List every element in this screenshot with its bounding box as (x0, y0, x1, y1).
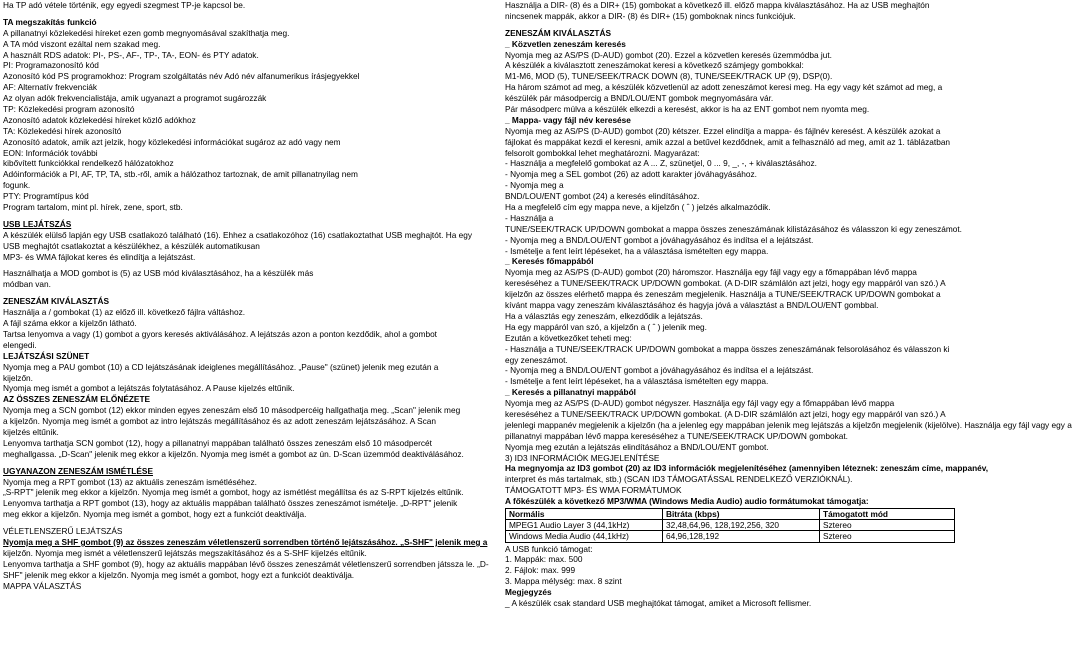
text-line: Ha a választás egy zeneszám, elkezdődik a lejátszás. (505, 310, 703, 321)
text-line: TA: Közlekedési hírek azonosító (3, 125, 122, 136)
text-line: TUNE/SEEK/TRACK UP/DOWN gombokat a mappa összes zeneszámának kilistázásához és válasszon ki egy zeneszámot. (505, 223, 962, 234)
text-line: Nyomja meg az AS/PS (D-AUD) gombot (20) háromszor. Használja egy fájl vagy egy a főmappában lévő mappa (505, 267, 917, 278)
text-line: kívánt mappa vagy zeneszám kiválasztásához és hagyja jóvá a választást a BND/LOU/ENT gombbal. (505, 300, 879, 311)
text-line: _ Mappa- vagy fájl név keresése (505, 114, 631, 125)
table-cell: MPEG1 Audio Layer 3 (44,1kHz) (506, 520, 663, 531)
text-line: nincsenek mappák, akkor a DIR- (8) és DIR+ (15) gomboknak nincs funkciójuk. (505, 10, 796, 21)
text-line: meg ekkor a kijelzőn. Nyomja meg ismét a gombot, hogy ezt a funkciót deaktiválja. (3, 509, 307, 520)
text-line: VÉLETLENSZERŰ LEJÁTSZÁS (3, 526, 123, 537)
text-line: PTY: Programtípus kód (3, 191, 89, 202)
text-line: MAPPA VÁLASZTÁS (3, 580, 82, 591)
text-line: Ha megnyomja az ID3 gombot (20) az ID3 információk megjelenítéséhez (amennyiben léteznek: zeneszám címe, mappanév, (505, 463, 989, 474)
text-line: kijelzőn. Nyomja meg ismét a véletlenszerű lejátszás megszakításához és a S-SHF kijelzés eltűnik. (3, 547, 367, 558)
text-line: felsorolt gombokkal lehet meghatározni. Magyarázat: (505, 147, 700, 158)
text-line: Adóinformációk a PI, AF, TP, TA, stb.-ről, amik a hálózathoz tartoznak, de amit pillanatnyilag nem (3, 169, 358, 180)
text-line: Tartsa lenyomva a vagy (1) gombot a gyors keresés aktiválásához. A lejátszás azon a ponton kezdődik, ahol a gombot (3, 328, 437, 339)
format-table (505, 508, 955, 543)
text-line: Azonosító adatok közlekedési híreket közlő adókhoz (3, 114, 196, 125)
text-line: Nyomja meg a SHF gombot (9) az összes zeneszám véletlenszerű sorrendben történő lejátszásához. „S-SHF" jelenik meg a (3, 536, 488, 547)
text-line: Nyomja meg a SCN gombot (12) ekkor minden egyes zeneszám első 10 másodpercéig hallgathatja meg. „Scan" jelenik meg (3, 405, 461, 416)
text-line: Nyomja meg az AS/PS (D-AUD) gombot négyszer. Használja egy fájl vagy egy a főmappában lévő mappa (505, 398, 895, 409)
text-line: pillanatnyi mappában lévő mappa kereséséhez a TUNE/SEEK/TRACK UP/DOWN gombokat. (505, 430, 848, 441)
text-line: fogunk. (3, 180, 31, 191)
text-line: USB meghajtót csatlakoztat a készülékhez, a készülék automatikusan (3, 240, 260, 251)
text-line: Lenyomva tarthatja a RPT gombot (13), hogy az aktuális mappában található összes zeneszámot ismételje. „D-RPT" jelenik (3, 498, 458, 509)
right-column (505, 0, 1072, 609)
text-line: Ha TP adó vétele történik, egy egyedi szegmest TP-je kapcsol be. (3, 0, 246, 10)
text-line: A fájl száma ekkor a kijelzőn látható. (3, 318, 137, 329)
text-line: BND/LOU/ENT gombot (24) a keresés elindításához. (505, 191, 700, 202)
format-table-header (506, 508, 955, 519)
text-line: kijelzőn az összes elérhető mappa és zeneszám megjelenik. Használja a TUNE/SEEK/TRACK UP/DOWN gombokat a (505, 289, 941, 300)
text-line: Pár másodperc múlva a készülék elkezdi a keresést, akkor is ha az ENT gombot nem nyomta meg. (505, 104, 870, 115)
table-header-cell: Bitráta (kbps) (663, 508, 820, 519)
text-line: Program tartalom, mint pl. hírek, zene, sport, stb. (3, 202, 183, 213)
text-line: módban van. (3, 279, 51, 290)
text-line: A TA mód viszont ezáltal nem szakad meg. (3, 38, 161, 49)
text-line: kijelzés eltűnik. (3, 426, 59, 437)
text-line: EON: Információk további (3, 147, 98, 158)
text-line: - Ismételje a fent leírt lépéseket, ha a választása ismételten egy mappa. (505, 245, 769, 256)
text-line: - Nyomja meg a (505, 180, 564, 191)
text-line: interpret és más tartalmak, stb.) (SCAN ID3 TÁMOGATÁSSAL RENDELKEZŐ VERZIÓKNÁL). (505, 474, 853, 485)
text-line: A készülék a kiválasztott zeneszámokat keresi a következő számjegy gombokkal: (505, 60, 804, 71)
text-line: - Nyomja meg a SEL gombot (26) az adott karakter jóváhagyásához. (505, 169, 757, 180)
text-line: _ Keresés a pillanatnyi mappából (505, 387, 636, 398)
text-line: - Használja a megfelelő gombokat az A ... Z, szünetjel, 0 ... 9, _, -, + kiválasztásához. (505, 158, 817, 169)
text-line: UGYANAZON ZENESZÁM ISMÉTLÉSE (3, 465, 153, 476)
text-line: AF: Alternatív frekvenciák (3, 82, 98, 93)
text-line: TP: Közlekedési program azonosító (3, 104, 135, 115)
text-line: kereséséhez a TUNE/SEEK/TRACK UP/DOWN gombokat. (A D-DIR számlálón azt jelzi, hogy egy mappáról van szó.) A (505, 408, 946, 419)
text-line: kibővített funkciókkal rendelkező hálózatokhoz (3, 158, 174, 169)
text-line: meghallgassa. „D-Scan" jelenik meg ekkor a kijelzőn. Nyomja meg ismét a gombot az ún. D-Scan üzemmód deaktiválásához. (3, 448, 464, 459)
text-line: Ha egy mappáról van szó, a kijelzőn a ( ˆ ) jelenik meg. (505, 321, 707, 332)
text-line: PI: Programazonosító kód (3, 60, 99, 71)
text-line: Azonosító adatok, amik azt jelzik, hogy közlekedési információkat sugároz az adó vagy nem (3, 136, 341, 147)
text-line: Az olyan adók frekvencialistája, amik ugyanazt a programot sugározzák (3, 93, 267, 104)
text-line: Ha a megfelelő cím egy mappa neve, a kijelzőn ( ˆ ) jelzés alkalmazódik. (505, 202, 771, 213)
table-cell: 32,48,64,96, 128,192,256, 320 (663, 520, 820, 531)
text-line: Lenyomva tarthatja SCN gombot (12), hogy a pillanatnyi mappában található összes zeneszám első 10 másodpercét (3, 437, 432, 448)
table-row (506, 531, 955, 542)
table-cell: Sztereo (820, 531, 955, 542)
table-cell: Windows Media Audio (44,1kHz) (506, 531, 663, 542)
text-line: egy zeneszámot. (505, 354, 568, 365)
text-line: A készülék elülső lapján egy USB csatlakozó található (16). Ehhez a csatlakozóhoz (16) csatlakoztathat USB meghajtót. Ha egy (3, 229, 473, 240)
text-line: kijelzőn. (3, 372, 33, 383)
right-top-text (505, 0, 1072, 507)
text-line: jelenlegi mappanév megjelenik a kijelzőn (ha a jelenleg egy mappában jelenik meg lejátszás a kijelzőn megjelenik (kijelölve). Használja egy fájl vagy egy a (505, 419, 1072, 430)
text-line: „S-RPT" jelenik meg ekkor a kijelzőn. Nyomja meg ismét a gombot, hogy az ismétlést megállítsa és az S-RPT kijelzés eltűnik. (3, 487, 464, 498)
table-header-cell: Támogatott mód (820, 508, 955, 519)
text-line: AZ ÖSSZES ZENESZÁM ELŐNÉZETE (3, 394, 151, 405)
text-line: ZENESZÁM KIVÁLASZTÁS (505, 27, 612, 38)
text-line: - Nyomja meg a BND/LOU/ENT gombot a jóváhagyásához és indítsa el a lejátszást. (505, 234, 814, 245)
text-line: Nyomja meg az AS/PS (D-AUD) gombot (20). Ezzel a közvetlen keresés üzemmódba jut. (505, 49, 832, 60)
text-line: LEJÁTSZÁSI SZÜNET (3, 350, 90, 361)
text-line: 3) ID3 INFORMÁCIÓK MEGJELENÍTÉSE (505, 452, 660, 463)
text-line: kereséséhez a TUNE/SEEK/TRACK UP/DOWN gombokat. (A D-DIR számlálón azt jelzi, hogy egy mappáról van szó.) A (505, 278, 946, 289)
right-bottom-text (505, 544, 957, 609)
text-line: M1-M6, MOD (5), TUNE/SEEK/TRACK DOWN (8), TUNE/SEEK/TRACK UP (9), DSP(0). (505, 71, 833, 82)
text-line: - Nyomja meg a BND/LOU/ENT gombot a jóváhagyásához és indítsa el a lejátszást. (505, 365, 814, 376)
text-line: SHF" jelenik meg ekkor a kijelzőn. Nyomja meg ismét a gombot, hogy ezt a funkciót deaktiválja. (3, 569, 355, 580)
text-line: 3. Mappa mélység: max. 8 szint (505, 576, 622, 587)
text-line: A pillanatnyi közlekedési híreket ezen gomb megnyomásával szakíthatja meg. (3, 27, 290, 38)
text-line: Nyomja meg az AS/PS (D-AUD) gombot (20) kétszer. Ezzel elindítja a mappa- és fájlnév keresést. A készülék azokat a (505, 125, 941, 136)
text-line: _ Közvetlen zeneszám keresés (505, 38, 626, 49)
text-line: - Használja a (505, 212, 554, 223)
table-header-cell: Normális (506, 508, 663, 519)
text-line: Lenyomva tarthatja a SHF gombot (9), hogy az aktuális mappában lévő összes zeneszámát véletlenszerű sorrendben játssza le. „D- (3, 558, 489, 569)
text-line: Azonosító kód PS programokhoz: Program szolgáltatás név Adó név alfanumerikus írásjegyekkel (3, 71, 360, 82)
text-line: _ Keresés főmappából (505, 256, 594, 267)
text-line: a kijelzőn. Nyomja meg ismét a gombot az intro lejátszás megállításához és az adott zeneszám lejátszásához. A Scan (3, 416, 437, 427)
text-line: A USB funkció támogat: (505, 543, 593, 554)
table-cell: 64,96,128,192 (663, 531, 820, 542)
text-line: Használja a / gombokat (1) az előző ill. következő fájlra váltáshoz. (3, 307, 246, 318)
text-line: Nyomja meg ismét a gombot a lejátszás folytatásához. A Pause kijelzés eltűnik. (3, 383, 295, 394)
text-line: Használja a DIR- (8) és a DIR+ (15) gombokat a következő ill. előző mappa kiválasztásához. Ha az USB meghajtón (505, 0, 930, 10)
table-row (506, 520, 955, 531)
text-line: A használt RDS adatok: PI-, PS-, AF-, TP-, TA-, EON- és PTY adatok. (3, 49, 259, 60)
left-column (3, 0, 489, 591)
text-line: Használhatja a MOD gombot is (5) az USB mód kiválasztásához, ha a készülék más (3, 268, 314, 279)
text-line: TÁMOGATOTT MP3- ÉS WMA FORMÁTUMOK (505, 485, 682, 496)
text-line: TA megszakítás funkció (3, 16, 97, 27)
text-line: 1. Mappák: max. 500 (505, 554, 583, 565)
text-line: MP3- és WMA fájlokat keres és elindítja a lejátszást. (3, 251, 196, 262)
text-line: - Használja a TUNE/SEEK/TRACK UP/DOWN gombokat a mappa összes zeneszámának felsorolásához és válasszon ki (505, 343, 950, 354)
text-line: _ A készülék csak standard USB meghajtókat támogat, amiket a Microsoft fellismer. (505, 598, 812, 609)
text-line: Nyomja meg a RPT gombot (13) az aktuális zeneszám ismétléséhez. (3, 476, 257, 487)
text-line: ZENESZÁM KIVÁLASZTÁS (3, 296, 110, 307)
text-line: Megjegyzés (505, 587, 552, 598)
table-cell: Sztereo (820, 520, 955, 531)
text-line: Ezután a következőket teheti meg: (505, 332, 632, 343)
text-line: fájlokat és mappákat kezdi el keresni, amik azzal a betűvel kezdődnek, amit a felhasználó ad meg, amit az 1. táblázatban (505, 136, 951, 147)
text-line: - Ismételje a fent leírt lépéseket, ha a választása ismételten egy mappa. (505, 376, 769, 387)
text-line: USB LEJÁTSZÁS (3, 218, 72, 229)
text-line: Nyomja meg ezután a lejátszás elindításához a BND/LOU/ENT gombot. (505, 441, 769, 452)
text-line: elengedi. (3, 339, 37, 350)
text-line: készülék pár másodpercig a BND/LOU/ENT gombok megnyomására vár. (505, 93, 774, 104)
text-line: A főkészülék a következő MP3/WMA (Windows Media Audio) audio formátumokat támogatja: (505, 496, 869, 507)
text-line: Nyomja meg a PAU gombot (10) a CD lejátszásának ideiglenes megállításához. „Pause" (szünet) jelenik meg ezután a (3, 361, 439, 372)
text-line: Ha három számot ad meg, a készülék közvetlenül az adott zeneszámot keresi meg. Ha egy vagy két számot ad meg, a (505, 82, 943, 93)
text-line: 2. Fájlok: max. 999 (505, 565, 576, 576)
